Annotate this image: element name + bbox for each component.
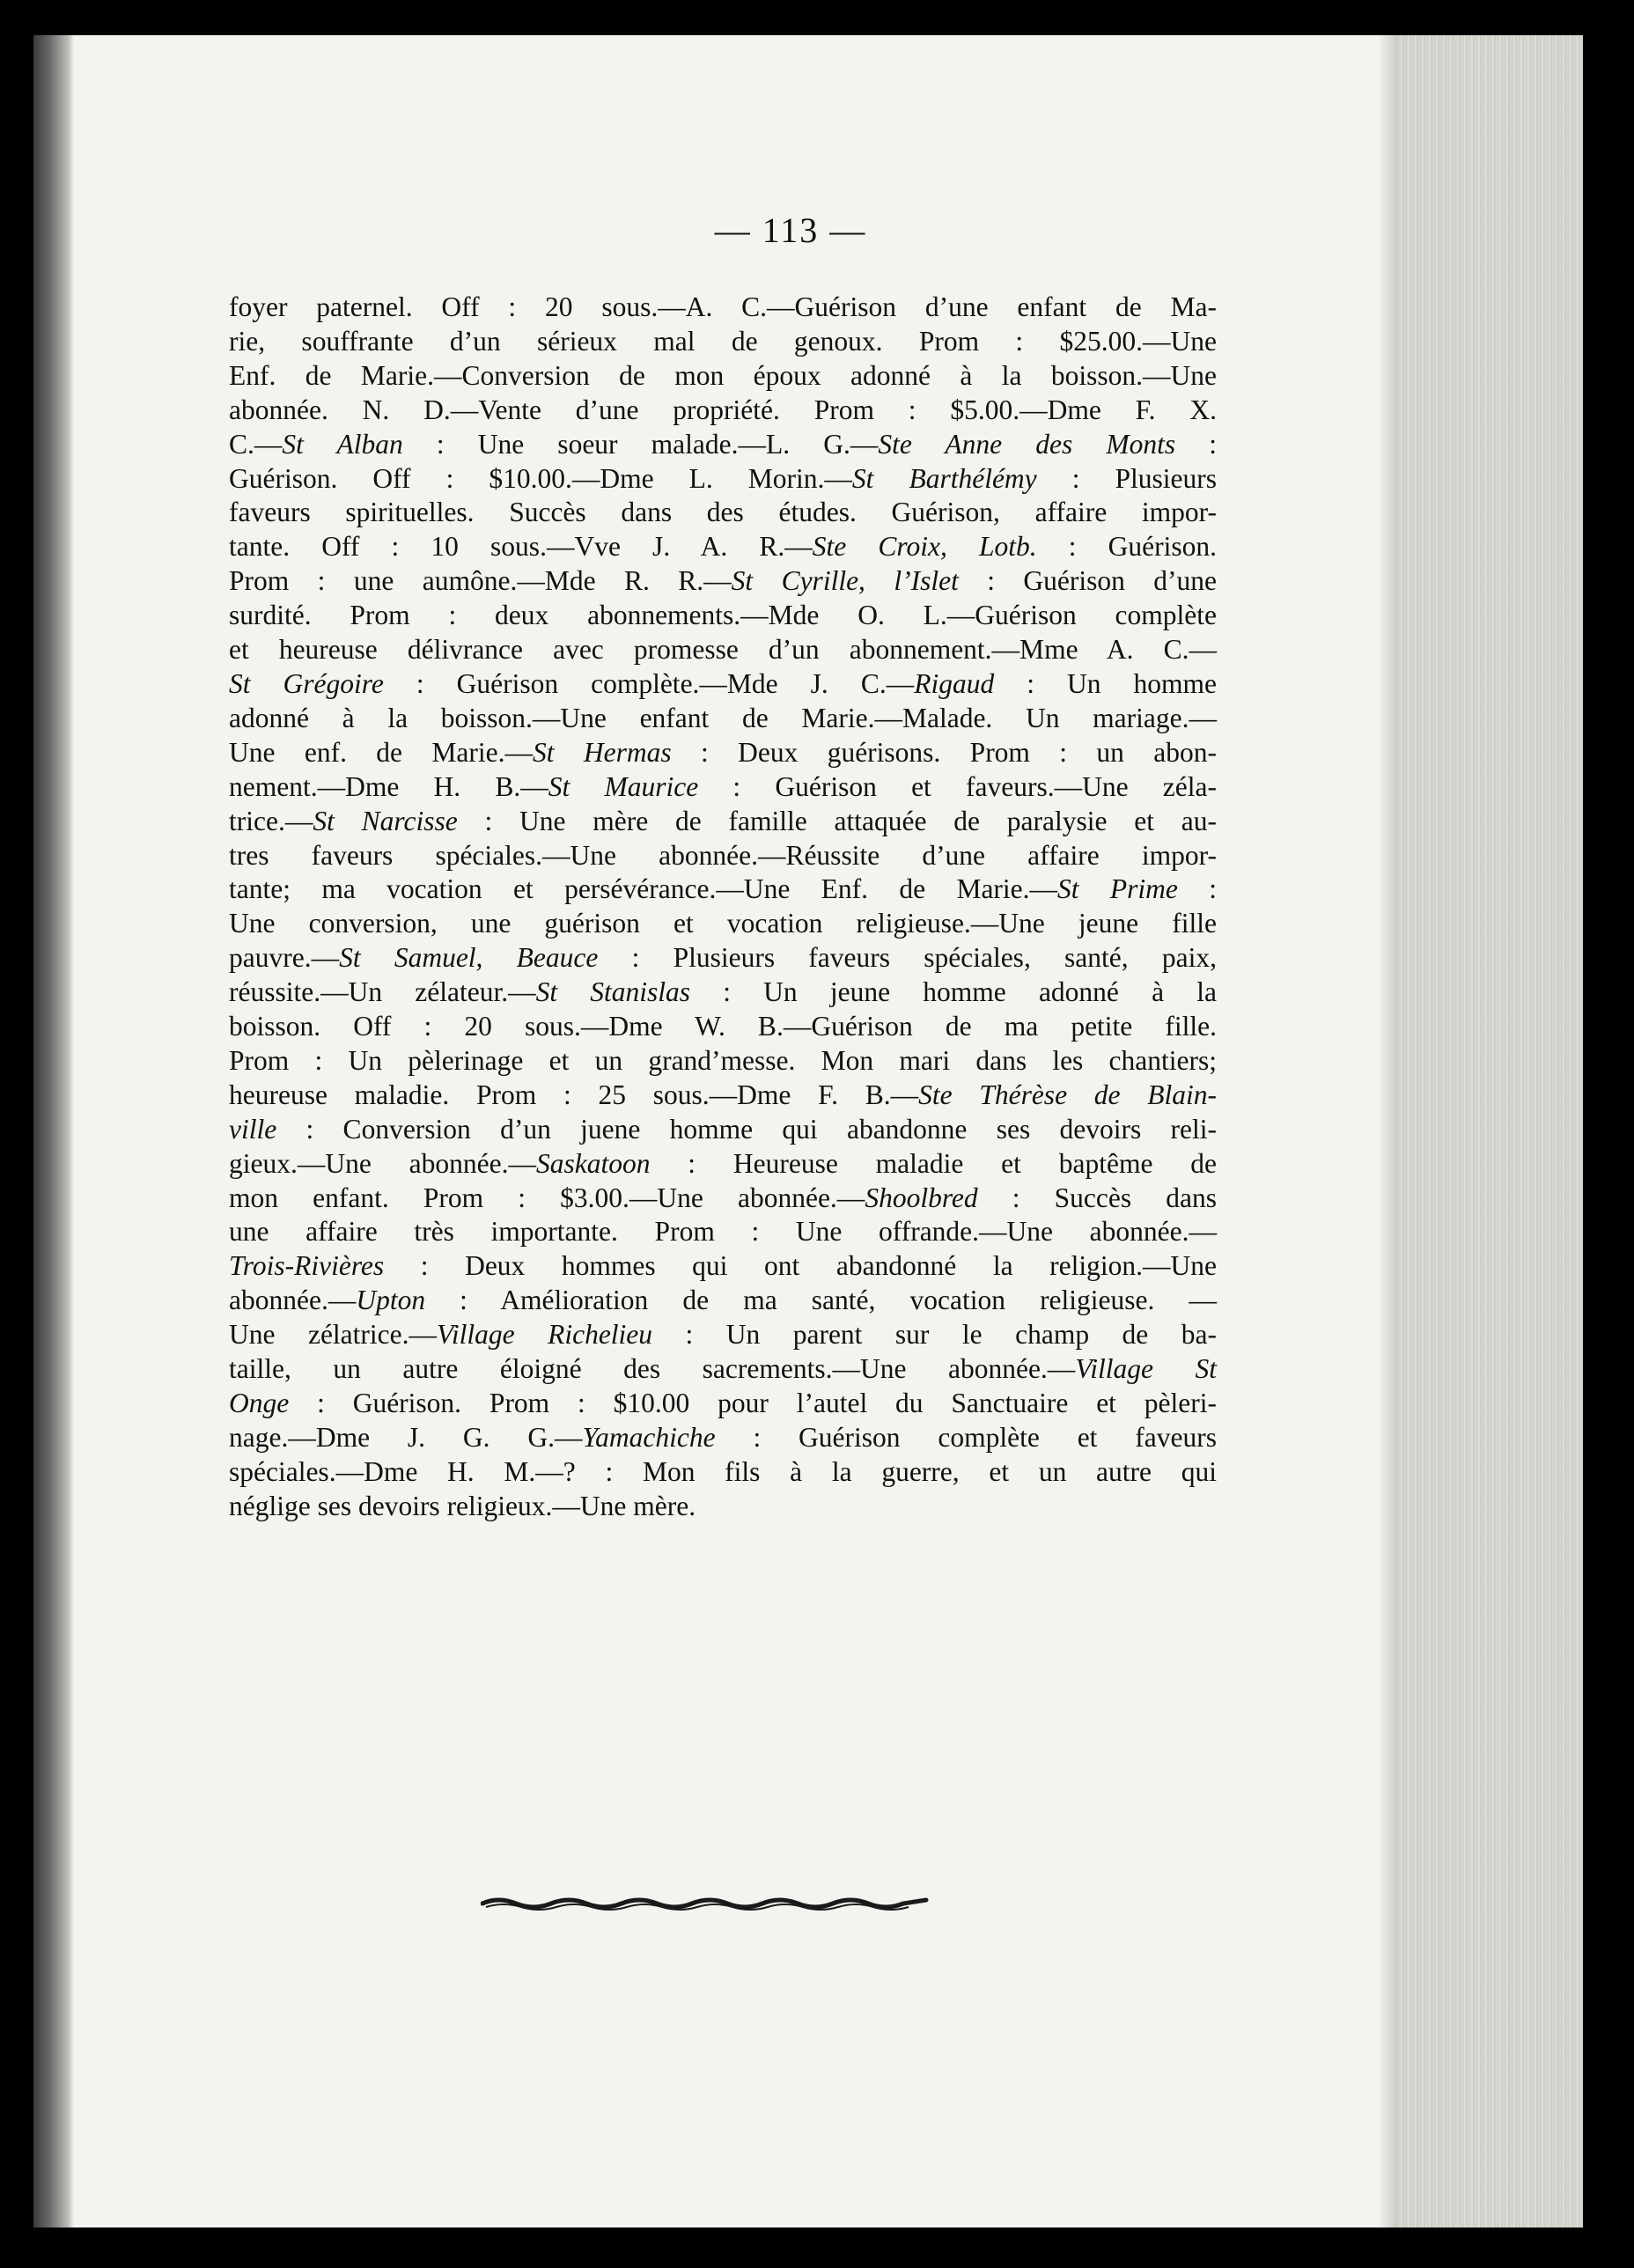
text-line: [229, 1387, 1217, 1421]
text-segment: C.—: [229, 428, 283, 460]
place-name: St Narcisse: [313, 805, 458, 836]
text-line: [229, 462, 1217, 497]
place-name: Village St: [1075, 1353, 1217, 1385]
text-line: [229, 1352, 1217, 1387]
text-line: [229, 359, 1217, 394]
page-number: — 113 —: [714, 210, 867, 250]
text-line: [229, 702, 1217, 736]
text-line: [229, 667, 1217, 702]
place-name: Yamachiche: [582, 1421, 716, 1453]
text-line: [229, 907, 1217, 941]
text-line: [229, 394, 1217, 428]
text-line: [229, 1421, 1217, 1455]
place-name: Onge: [229, 1388, 290, 1418]
text-line: [229, 976, 1217, 1010]
text-line: [229, 1284, 1217, 1318]
body-text: [229, 291, 1217, 1524]
text-line: [229, 1044, 1217, 1079]
text-segment: Prom : une aumône.—Mde R. R.—: [229, 565, 732, 597]
text-line: [229, 1147, 1217, 1182]
text-line: [229, 1113, 1217, 1147]
text-segment: boisson. Off : 20 sous.—Dme W. B.—Guérison de ma petite fille.: [229, 1011, 1217, 1042]
text-segment: : Heureuse maladie et baptême de: [650, 1147, 1217, 1179]
text-line: [229, 325, 1217, 359]
book-page-edges: [1398, 35, 1583, 2228]
text-line: [229, 839, 1217, 873]
place-name: Village Richelieu: [436, 1319, 653, 1351]
text-line: [229, 1249, 1217, 1284]
text-segment: tante. Off : 10 sous.—Vve J. A. R.—: [229, 531, 813, 563]
text-line: [229, 564, 1217, 599]
text-segment: Une enf. de Marie.—: [229, 736, 533, 768]
text-segment: : Un parent sur le champ de ba-: [652, 1319, 1217, 1351]
text-segment: taille, un autre éloigné des sacrements.—Une abonnée.—: [229, 1353, 1076, 1385]
text-line: [229, 291, 1217, 325]
text-line: [229, 1318, 1217, 1352]
text-line: [229, 1010, 1217, 1044]
text-line: [229, 1079, 1217, 1113]
text-segment: et heureuse délivrance avec promesse d’un abonnement.—Mme A. C.—: [229, 634, 1217, 666]
text-segment: : Guérison.: [1036, 531, 1218, 563]
place-name: St Prime: [1057, 873, 1178, 905]
text-segment: pauvre.—: [229, 942, 340, 974]
text-segment: : Une soeur malade.—L. G.—: [402, 428, 879, 460]
ornamental-divider: [481, 1891, 930, 1918]
binding-shadow: [33, 35, 74, 2228]
text-segment: tres faveurs spéciales.—Une abonnée.—Réussite d’une affaire impor-: [229, 839, 1217, 871]
place-name: Ste Anne des Monts: [878, 428, 1176, 460]
text-line: [229, 1215, 1217, 1249]
text-segment: mon enfant. Prom : $3.00.—Une abonnée.—: [229, 1182, 865, 1213]
place-name: Saskatoon: [535, 1147, 651, 1179]
text-segment: :: [1175, 428, 1217, 460]
text-segment: Prom : Un pèlerinage et un grand’messe. Mon mari dans les chantiers;: [229, 1044, 1217, 1076]
place-name: ville: [229, 1113, 277, 1145]
text-segment: : Deux guérisons. Prom : un abon-: [671, 736, 1217, 768]
text-segment: : Un homme: [994, 667, 1217, 699]
text-segment: : Plusieurs: [1036, 462, 1217, 494]
text-segment: : Succès dans: [977, 1182, 1218, 1213]
text-segment: adonné à la boisson.—Une enfant de Marie.—Malade. Un mariage.—: [229, 702, 1217, 733]
text-segment: gieux.—Une abonnée.—: [229, 1147, 536, 1179]
text-segment: : Guérison complète.—Mde J. C.—: [383, 667, 915, 699]
text-line: [229, 496, 1217, 530]
place-name: St Barthélémy: [851, 462, 1037, 494]
text-line: [229, 428, 1217, 462]
text-line: [229, 1182, 1217, 1216]
text-line: [229, 805, 1217, 839]
text-segment: abonnée.—: [229, 1285, 357, 1316]
text-segment: : Amélioration de ma santé, vocation religieuse. —: [425, 1285, 1217, 1316]
place-name: St Cyrille, l’Islet: [731, 565, 959, 597]
place-name: Rigaud: [914, 667, 995, 699]
text-segment: foyer paternel. Off : 20 sous.—A. C.—Guérison d’une enfant de Ma-: [229, 291, 1217, 322]
text-line: [229, 1455, 1217, 1490]
place-name: Ste Croix, Lotb.: [812, 531, 1037, 563]
text-segment: : Un jeune homme adonné à la: [690, 976, 1217, 1008]
place-name: St Stanislas: [535, 976, 691, 1008]
place-name: St Samuel, Beauce: [339, 942, 599, 974]
text-segment: Enf. de Marie.—Conversion de mon époux adonné à la boisson.—Une: [229, 359, 1217, 391]
text-line: [229, 1490, 1217, 1524]
text-segment: : Plusieurs faveurs spéciales, santé, paix,: [598, 942, 1217, 974]
place-name: Ste Thérèse de Blain-: [918, 1079, 1217, 1110]
text-segment: : Deux hommes qui ont abandonné la religion.—Une: [384, 1250, 1217, 1282]
place-name: St Hermas: [533, 736, 672, 768]
text-segment: rie, souffrante d’un sérieux mal de genoux. Prom : $25.00.—Une: [229, 325, 1217, 357]
text-segment: Une zélatrice.—: [229, 1319, 437, 1351]
text-segment: spéciales.—Dme H. M.—? : Mon fils à la guerre, et un autre qui: [229, 1455, 1217, 1487]
book-page: [33, 35, 1583, 2228]
text-segment: nement.—Dme H. B.—: [229, 770, 548, 802]
text-segment: heureuse maladie. Prom : 25 sous.—Dme F. B.—: [229, 1079, 919, 1110]
text-segment: trice.—: [229, 805, 313, 836]
text-segment: : Guérison complète et faveurs: [715, 1421, 1217, 1453]
text-line: [229, 736, 1217, 770]
text-line: [229, 633, 1217, 667]
text-segment: tante; ma vocation et persévérance.—Une Enf. de Marie.—: [229, 873, 1058, 905]
text-segment: faveurs spirituelles. Succès dans des études. Guérison, affaire impor-: [229, 497, 1217, 528]
text-segment: : Guérison et faveurs.—Une zéla-: [698, 770, 1217, 802]
text-segment: réussite.—Un zélateur.—: [229, 976, 536, 1008]
text-segment: surdité. Prom : deux abonnements.—Mde O. L.—Guérison complète: [229, 600, 1217, 631]
text-segment: abonnée. N. D.—Vente d’une propriété. Prom : $5.00.—Dme F. X.: [229, 394, 1217, 425]
text-segment: une affaire très importante. Prom : Une offrande.—Une abonnée.—: [229, 1216, 1217, 1248]
place-name: Upton: [356, 1285, 426, 1316]
text-segment: : Une mère de famille attaquée de paralysie et au-: [457, 805, 1217, 836]
text-line: [229, 530, 1217, 564]
place-name: Trois-Rivières: [229, 1250, 385, 1282]
place-name: St Grégoire: [229, 667, 384, 699]
place-name: St Alban: [282, 428, 403, 460]
place-name: St Maurice: [548, 770, 699, 802]
text-segment: nage.—Dme J. G. G.—: [229, 1421, 583, 1453]
page-curl-shadow: [1379, 35, 1398, 2228]
text-segment: : Conversion d’un juene homme qui abandonne ses devoirs reli-: [276, 1113, 1217, 1145]
text-segment: Une conversion, une guérison et vocation religieuse.—Une jeune fille: [229, 908, 1217, 939]
text-segment: :: [1177, 873, 1217, 905]
text-segment: Guérison. Off : $10.00.—Dme L. Morin.—: [229, 462, 852, 494]
text-line: [229, 599, 1217, 633]
text-line: [229, 941, 1217, 976]
text-segment: : Guérison d’une: [958, 565, 1218, 597]
text-line: [229, 770, 1217, 805]
place-name: Shoolbred: [865, 1182, 978, 1213]
text-line: [229, 873, 1217, 907]
text-segment: : Guérison. Prom : $10.00 pour l’autel du Sanctuaire et pèleri-: [289, 1388, 1217, 1418]
text-segment: néglige ses devoirs religieux.—Une mère.: [229, 1490, 696, 1521]
